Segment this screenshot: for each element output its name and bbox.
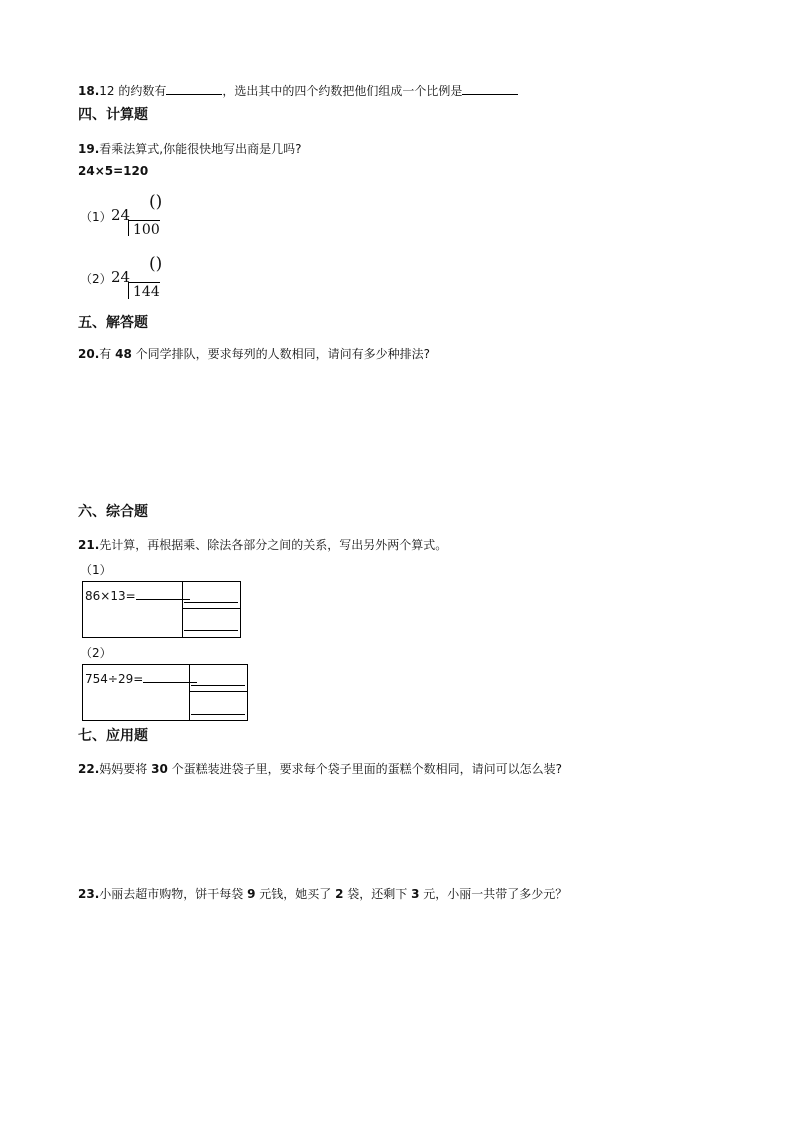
question-number: 20. [78,347,100,361]
question-18 [78,82,518,99]
question-number: 21. [78,538,100,552]
item-label: （2） [80,272,112,286]
question-22 [78,760,562,777]
item-label: （2） [80,646,112,660]
item-label: （1） [80,210,112,224]
divisor: 24 [111,206,131,224]
question-text: 妈妈要将 [99,762,152,776]
given-equation: 24×5=120 [78,164,149,178]
answer-line[interactable] [191,685,245,686]
dividend: 100 [133,222,160,238]
division-bar [129,220,160,221]
question-text: 看乘法算式,你能很快地写出商是几吗? [99,142,302,156]
long-division-2 [80,254,180,304]
question-text: 先计算，再根据乘、除法各部分之间的关系，写出另外两个算式。 [99,538,448,552]
section-heading: 七、应用题 [78,728,148,744]
answer-line[interactable] [184,630,238,631]
question-number: 19. [78,142,100,156]
box-rule [189,691,247,692]
division-bar [129,282,160,283]
question-text: 个同学排队，要求每列的人数相同，请问有多少种排法? [131,347,430,361]
calc-expression: 86×13= [85,587,190,603]
dividend: 144 [133,284,160,300]
question-number: 18. [78,84,100,98]
question-text: 12 的约数有 [99,84,167,98]
question-number-value: 30 [151,762,168,776]
answer-blank[interactable] [166,82,222,95]
question-text: ，选出其中的四个约数把他们组成一个比例是 [222,84,463,98]
quotient-blank[interactable]: () [149,192,163,212]
calc-expression: 754÷29= [85,670,197,686]
question-text: 袋，还剩下 [343,887,412,901]
question-text: 个蛋糕装进袋子里，要求每个袋子里面的蛋糕个数相同，请问可以怎么装? [167,762,562,776]
division-bracket [128,282,129,299]
question-21 [78,536,447,553]
question-number-value: 48 [115,347,132,361]
long-division-1 [80,190,180,240]
box-rule [182,608,240,609]
answer-line[interactable] [184,602,238,603]
question-text: 元钱，她买了 [255,887,336,901]
question-text: 小丽去超市购物，饼干每袋 [99,887,248,901]
item-label: （1） [80,563,112,577]
calc-box-2 [82,664,248,721]
question-number: 23. [78,887,100,901]
section-heading: 六、综合题 [78,504,148,520]
divisor: 24 [111,268,131,286]
question-text: 元，小丽一共带了多少元？ [419,887,568,901]
box-divider [182,582,183,637]
question-20 [78,345,430,362]
calc-box-1 [82,581,241,638]
question-number: 22. [78,762,100,776]
question-text: 有 [99,347,116,361]
division-bracket [128,220,129,236]
question-19 [78,140,301,157]
question-number-value: 2 [335,887,344,901]
question-23 [78,885,567,902]
question-number-value: 3 [411,887,420,901]
section-heading: 五、解答题 [78,315,148,331]
quotient-blank[interactable]: () [149,254,163,274]
box-divider [189,665,190,720]
question-number-value: 9 [247,887,256,901]
section-heading: 四、计算题 [78,107,148,123]
answer-blank[interactable] [462,82,518,95]
answer-line[interactable] [191,714,245,715]
